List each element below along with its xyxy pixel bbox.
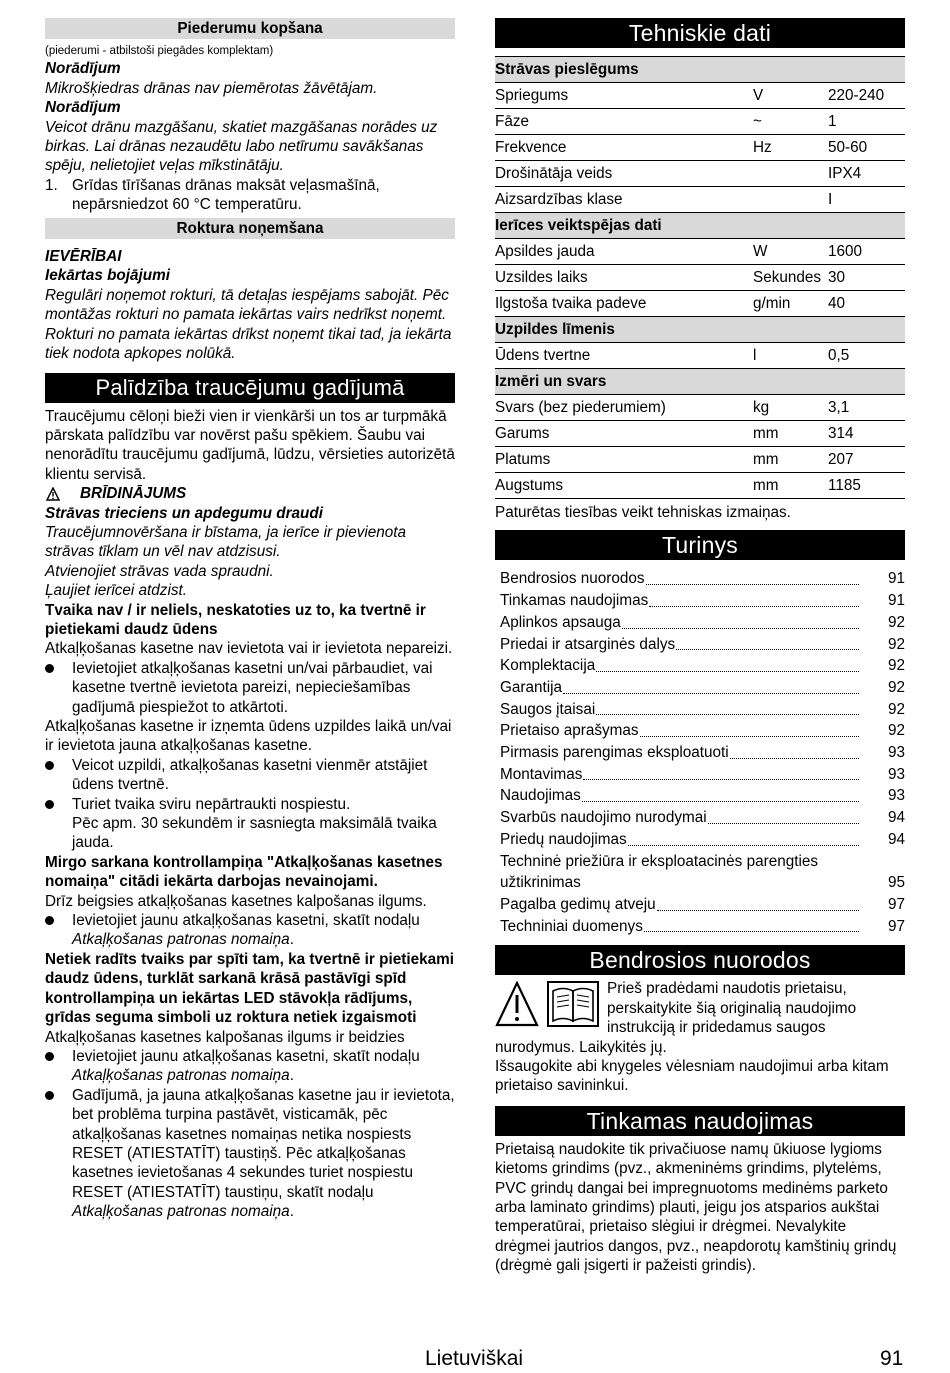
issue1-title: Tvaika nav / ir neliels, neskatoties uz to, ka tvertnē ir pietiekami daudz ūdens: [45, 601, 426, 638]
tech-value: 0,5: [828, 343, 905, 369]
toc-entry-title: Techninė priežiūra ir eksploatacinės parengties užtikrinimas: [500, 852, 819, 892]
tech-value: 50-60: [828, 135, 905, 161]
toc-dot-leader: [708, 823, 859, 824]
toc-entry-title: Bendrosios nuorodos: [500, 570, 645, 588]
warning-label: BRĪDINĀJUMS: [80, 485, 187, 503]
tech-value: 30: [828, 265, 905, 291]
trouble-intro: Traucējumu cēloņi bieži vien ir vienkārši un tos ar turpmākā pārskata palīdzību var novērst pašu spēkiem. Šaubu vai nenorādītu traucējumu gadījumā, lūdzu, vērsieties autorizētā klientu servisā.: [45, 407, 455, 483]
toc-entry-title: Montavimas: [500, 765, 583, 783]
handle-heading: Roktura noņemšana: [45, 218, 455, 239]
tech-table-body: [495, 57, 905, 499]
issue1-cause-2: Atkaļķošanas kasetne ir izņemta ūdens uzpildes laikā un/vai ir ievietota jauna atkaļķošanas kasetne.: [45, 718, 452, 755]
care-small-note: (piederumi - atbilstoši piegādes komplektam): [45, 45, 274, 58]
toc-entry-page: 94: [887, 809, 905, 827]
tech-row: [495, 265, 905, 291]
right-column: [495, 18, 905, 1276]
tech-value: 40: [828, 291, 905, 317]
toc-dot-leader: [640, 736, 859, 737]
tech-section-label: Izmēri un svars: [495, 369, 905, 395]
tech-label: Ilgstoša tvaika padeve: [495, 291, 753, 317]
tech-section-row: [495, 213, 905, 239]
proper-use-heading: Tinkamas naudojimas: [495, 1106, 905, 1136]
attention-text-2: Rokturi no pamata iekārtas drīkst noņemt tikai tad, ja iekārta tiek nodota apkopes nolūkā.: [45, 325, 452, 363]
toc-entry-title: Aplinkos apsauga: [500, 613, 621, 631]
tech-unit: Sekundes: [753, 265, 828, 291]
step-1-text: Grīdas tīrīšanas drānas maksāt veļasmašīnā, nepārsniedzot 60 °C temperatūru.: [72, 176, 380, 214]
issue3-bullet-1-text-a: Ievietojiet jaunu atkaļķošanas kasetni, skatīt nodaļu: [72, 1047, 420, 1065]
toc-dot-leader: [649, 606, 859, 607]
tech-row: [495, 83, 905, 109]
toc-dot-leader: [582, 801, 859, 802]
tech-unit: Hz: [753, 135, 828, 161]
note2-text: Veicot drānu mazgāšanu, skatiet mazgāšanas norādes uz birkas. Lai drānas nezaudētu labo netīrumu savākšanas spēju, nelietojiet veļas mīkstinātāju.: [45, 118, 438, 175]
tech-heading: Tehniskie dati: [495, 18, 905, 48]
tech-unit: l: [753, 343, 828, 369]
bullet-dot: [45, 795, 72, 814]
general-text: Prieš pradėdami naudotis prietaisu, perskaitykite šią originalią naudojimo instrukciją ir pridedamus saugos nurodymus. Laikykitės jų.: [495, 980, 857, 1056]
toc-dot-leader: [583, 779, 859, 780]
toc-entry-title: Tinkamas naudojimas: [500, 592, 649, 610]
footer-page-number: 91: [880, 1347, 904, 1370]
toc-entry[interactable]: [500, 785, 905, 807]
toc-entry-title: Pirmasis parengimas eksploatuoti: [500, 744, 729, 762]
bullet-dot: [45, 1086, 72, 1222]
tech-label: Frekvence: [495, 135, 753, 161]
issue3-bullet-2: [45, 1086, 455, 1222]
tech-value: IPX4: [828, 161, 905, 187]
toc-entry-page: 92: [887, 657, 905, 675]
warning-line: [45, 484, 455, 503]
tech-row: [495, 135, 905, 161]
tech-section-row: [495, 57, 905, 83]
bullet-dot: [45, 911, 72, 950]
toc-dot-leader: [644, 931, 859, 932]
toc-entry[interactable]: [500, 807, 905, 829]
tech-unit: mm: [753, 473, 828, 499]
issue1-bullet-2: [45, 756, 455, 795]
toc-entry-page: 93: [887, 744, 905, 762]
tech-label: Augstums: [495, 473, 753, 499]
warning-sub: Strāvas trieciens un apdegumu draudi: [45, 504, 323, 522]
issue3-title: Netiek radīts tvaiks par spīti tam, ka tvertnē ir pietiekami daudz ūdens, turklāt sarkanā krāsā pastāvīgi spīd kontrollampiņa un iekārtas LED stāvokļa rādījums, grīdas seguma simboli uz roktura netiek izgaismoti: [45, 950, 454, 1027]
toc-entry[interactable]: [500, 764, 905, 786]
toc-entry-page: 92: [887, 722, 905, 740]
toc-dot-leader: [596, 671, 859, 672]
tech-unit: ~: [753, 109, 828, 135]
proper-use-text: Prietaisą naudokite tik privačiuose namų ūkiuose lygioms kietoms grindims (pvz., akmeninėms grindims, plytelėms, PVC grindų dangai bei impregnuotoms medinėms parketo arba laminato grindims) plauti, jeigu jos atsparios aukštai temperatūrai, prietaiso slėgiui ir drėgmei. Nevalykite drėgmei jautrios dangos, pvz., neapdorotų kamštinių grindų (drėgmė gali įsigerti ir pažeisti grindis).: [495, 1140, 897, 1275]
note1-label: Norādījum: [45, 60, 121, 78]
left-column: [45, 18, 455, 1222]
tech-unit: mm: [753, 447, 828, 473]
tech-unit: g/min: [753, 291, 828, 317]
issue3-bullet-1-ref: Atkaļķošanas patronas nomaiņa: [72, 1067, 290, 1085]
attention-label: IEVĒRĪBAI: [45, 248, 122, 266]
tech-table: [495, 56, 905, 499]
tech-row: [495, 473, 905, 499]
toc-entry[interactable]: [500, 829, 905, 851]
tech-value: 3,1: [828, 395, 905, 421]
toc-entry[interactable]: [500, 894, 905, 916]
tech-note: Paturētas tiesības veikt tehniskas izmaiņas.: [495, 504, 791, 521]
tech-value: 314: [828, 421, 905, 447]
tech-row: [495, 343, 905, 369]
issue3-bullet-2-text-a: Gadījumā, ja jauna atkaļķošanas kasetne jau ir ievietota, bet problēma turpina pastāvēt, visticamāk, pēc atkaļķošanas kasetnes nomaiņas netika nospiests RESET (ATIESTATĪT) taustiņš. Pēc atkaļķošanas kasetnes ievietošanas 4 sekundes turiet nospiestu RESET (ATIESTATĪT) taustiņu, skatīt nodaļu: [72, 1086, 455, 1201]
toc-entry[interactable]: [500, 677, 905, 699]
issue3-cause: Atkaļķošanas kasetnes kalpošanas ilgums ir beidzies: [45, 1028, 405, 1046]
toc-entry-title: Garantija: [500, 678, 563, 696]
toc-entry[interactable]: [500, 742, 905, 764]
issue3-bullet-1: [45, 1047, 455, 1086]
attention-sub: Iekārtas bojājumi: [45, 267, 170, 285]
tech-value: 1600: [828, 239, 905, 265]
tech-section-row: [495, 369, 905, 395]
tech-row: [495, 291, 905, 317]
toc-entry[interactable]: [500, 612, 905, 634]
issue1-bullet-3-result: Pēc apm. 30 sekundēm ir sasniegta maksimālā tvaika jauda.: [72, 815, 437, 852]
toc-entry-title: Pagalba gedimų atveju: [500, 895, 656, 913]
general-block: [495, 979, 905, 1095]
issue3-bullet-1-text: Ievietojiet jaunu atkaļķošanas kasetni, skatīt nodaļu Atkaļķošanas patronas nomaiņa.: [72, 1047, 420, 1085]
tech-row: [495, 239, 905, 265]
tech-label: Platums: [495, 447, 753, 473]
tech-section-label: Uzpildes līmenis: [495, 317, 905, 343]
tech-label: Fāze: [495, 109, 753, 135]
tech-value: 1185: [828, 473, 905, 499]
toc-entry-title: Saugos įtaisai: [500, 700, 596, 718]
issue1-bullet-1: [45, 659, 455, 717]
toc-entry-page: 97: [887, 895, 905, 913]
note1-text: Mikrošķiedras drānas nav piemērotas žāvētājam.: [45, 79, 378, 97]
care-heading: Piederumu kopšana: [45, 18, 455, 39]
tech-row: [495, 395, 905, 421]
tech-section-row: [495, 317, 905, 343]
step-1: [45, 176, 455, 215]
tech-label: Drošinātāja veids: [495, 161, 753, 187]
toc-entry[interactable]: [500, 590, 905, 612]
issue1-cause-1: Atkaļķošanas kasetne nav ievietota vai ir ievietota nepareizi.: [45, 640, 453, 658]
toc-entry-page: 94: [887, 830, 905, 848]
tech-section-label: Strāvas pieslēgums: [495, 57, 905, 83]
toc-entry[interactable]: [500, 568, 905, 590]
trouble-heading: Palīdzība traucējumu gadījumā: [45, 373, 455, 403]
toc-entry[interactable]: [500, 851, 905, 894]
toc-entry-page: 92: [887, 635, 905, 653]
general-text-2: Išsaugokite abi knygeles vėlesniam naudojimui arba kitam prietaiso savininkui.: [495, 1057, 889, 1095]
tech-row: [495, 447, 905, 473]
tech-section-label: Ierīces veiktspējas dati: [495, 213, 905, 239]
tech-row: [495, 187, 905, 213]
issue2-bullet-text: Ievietojiet jaunu atkaļķošanas kasetni, skatīt nodaļu Atkaļķošanas patronas nomaiņa.: [72, 912, 420, 949]
tech-label: Aizsardzības klase: [495, 187, 753, 213]
warning-text-2: Atvienojiet strāvas vada spraudni.: [45, 562, 274, 580]
general-icons: [495, 981, 599, 1027]
tech-unit: kg: [753, 395, 828, 421]
tech-label: Apsildes jauda: [495, 239, 753, 265]
attention-text-1: Regulāri noņemot rokturi, tā detaļas iespējams sabojāt. Pēc montāžas rokturi no pamata iekārtas vairs nedrīkst noņemt.: [45, 286, 449, 324]
toc-entry[interactable]: [500, 720, 905, 742]
bullet-dot: [45, 659, 72, 717]
issue3-bullet-2-ref: Atkaļķošanas patronas nomaiņa: [72, 1203, 290, 1221]
toc-list: [500, 568, 905, 937]
issue2-bullet-ref: Atkaļķošanas patronas nomaiņa: [72, 931, 290, 949]
tech-unit: [753, 187, 828, 213]
tech-label: Spriegums: [495, 83, 753, 109]
toc-dot-leader: [676, 649, 859, 650]
tech-row: [495, 421, 905, 447]
warning-triangle-icon: [46, 487, 60, 501]
step-1-number: 1.: [45, 176, 58, 194]
tech-unit: V: [753, 83, 828, 109]
toc-dot-leader: [730, 758, 859, 759]
toc-entry-page: 95: [887, 874, 905, 892]
issue2-bullet: [45, 911, 455, 950]
tech-label: Garums: [495, 421, 753, 447]
tech-label: Ūdens tvertne: [495, 343, 753, 369]
toc-heading: Turinys: [495, 530, 905, 560]
toc-entry-title: Techniniai duomenys: [500, 917, 643, 935]
toc-dot-leader: [646, 584, 859, 585]
bullet-dot: [45, 756, 72, 795]
tech-label: Uzsildes laiks: [495, 265, 753, 291]
toc-entry-page: 97: [887, 917, 905, 935]
tech-value: 207: [828, 447, 905, 473]
issue1-bullet-2-text: Veicot uzpildi, atkaļķošanas kasetni vienmēr atstājiet ūdens tvertnē.: [72, 756, 428, 794]
tech-unit: W: [753, 239, 828, 265]
tech-unit: mm: [753, 421, 828, 447]
toc-dot-leader: [657, 910, 859, 911]
toc-entry-title: Naudojimas: [500, 787, 581, 805]
toc-entry-page: 93: [887, 787, 905, 805]
warning-text: Traucējumnovēršana ir bīstama, ja ierīce ir pievienota strāvas tīklam un vēl nav atdzisusi.: [45, 523, 407, 561]
warning-triangle-icon: [495, 981, 539, 1027]
toc-entry-page: 93: [887, 765, 905, 783]
manual-book-icon: [547, 981, 599, 1027]
tech-row: [495, 109, 905, 135]
toc-entry[interactable]: [500, 634, 905, 656]
toc-entry-title: Svarbūs naudojimo nurodymai: [500, 809, 707, 827]
toc-entry-page: 91: [887, 592, 905, 610]
tech-unit: [753, 161, 828, 187]
issue2-cause: Drīz beigsies atkaļķošanas kasetnes kalpošanas ilgums.: [45, 892, 427, 910]
note2-label: Norādījum: [45, 99, 121, 117]
tech-value: 220-240: [828, 83, 905, 109]
issue3-bullet-2-text: Gadījumā, ja jauna atkaļķošanas kasetne jau ir ievietota, bet problēma turpina pastāvēt, visticamāk, pēc atkaļķošanas kasetnes nomaiņas netika nospiests RESET (ATIESTATĪT) taustiņš. Pēc atkaļķošanas kasetnes ievietošanas 4 sekundes turiet nospiestu RESET (ATIESTATĪT) taustiņu, skatīt nodaļu Atkaļķošanas patronas nomaiņa.: [72, 1086, 455, 1221]
issue1-bullet-3-text: Turiet tvaika sviru nepārtraukti nospiestu.: [72, 795, 351, 813]
toc-dot-leader: [628, 845, 859, 846]
toc-entry-title: Prietaiso aprašymas: [500, 722, 639, 740]
issue2-title: Mirgo sarkana kontrollampiņa "Atkaļķošanas kasetnes nomaiņa" citādi iekārta darbojas nevainojami.: [45, 853, 443, 891]
toc-dot-leader: [596, 714, 859, 715]
toc-entry-title: Priedai ir atsarginės dalys: [500, 635, 676, 653]
issue2-bullet-text-a: Ievietojiet jaunu atkaļķošanas kasetni, skatīt nodaļu: [72, 912, 420, 930]
toc-dot-leader: [563, 693, 859, 694]
toc-entry-title: Komplektacija: [500, 657, 596, 675]
toc-entry[interactable]: [500, 916, 905, 938]
toc-entry[interactable]: [500, 699, 905, 721]
toc-entry-page: 92: [887, 613, 905, 631]
issue1-bullet-1-text: Ievietojiet atkaļķošanas kasetni un/vai pārbaudiet, vai kasetne tvertnē ievietota pareizi, nepieciešamības gadījumā piespiežot to atkārtoti.: [72, 659, 433, 716]
issue1-bullet-3: [45, 795, 455, 814]
toc-dot-leader: [622, 628, 859, 629]
tech-label: Svars (bez piederumiem): [495, 395, 753, 421]
toc-entry-title: Priedų naudojimas: [500, 830, 627, 848]
general-heading: Bendrosios nuorodos: [495, 945, 905, 975]
footer-language: Lietuviškai: [425, 1347, 524, 1370]
tech-value: I: [828, 187, 905, 213]
toc-entry-page: 91: [887, 570, 905, 588]
toc-entry[interactable]: [500, 655, 905, 677]
tech-value: 1: [828, 109, 905, 135]
bullet-dot: [45, 1047, 72, 1086]
toc-entry-page: 92: [887, 678, 905, 696]
toc-entry-page: 92: [887, 700, 905, 718]
tech-row: [495, 161, 905, 187]
warning-text-3: Ļaujiet ierīcei atdzist.: [45, 582, 187, 600]
